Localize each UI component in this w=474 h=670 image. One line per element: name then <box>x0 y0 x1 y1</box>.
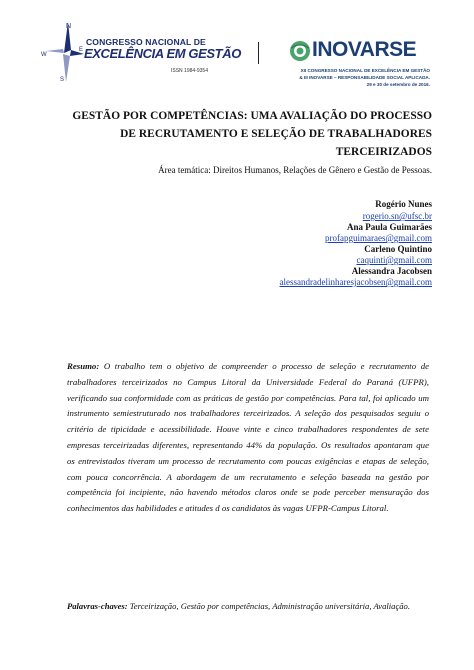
page-header <box>0 0 474 100</box>
author-name: Carleno Quintino <box>364 244 432 254</box>
emblem-letter-w: W <box>41 52 47 58</box>
author-name: Alessandra Jacobsen <box>351 266 432 276</box>
issn-label: ISSN 1984-9354 <box>171 68 208 74</box>
abstract-line: competência foi incipiente, não havendo métodos claros onde se pode perceber mensuração dos <box>67 487 429 498</box>
inovarse-name: INOVARSE <box>312 38 417 61</box>
abstract-label: Resumo: <box>67 361 100 371</box>
inovarse-event-date: 29 e 30 de setembro de 2016. <box>366 82 430 87</box>
abstract-line: empresas terceirizadas diferentes, representando 44% da população. Os resultados apontaram que <box>67 439 429 450</box>
author-name: Rogério Nunes <box>375 199 432 209</box>
inovarse-globe-icon <box>289 40 311 62</box>
abstract-line: com pouca concorrência. A abordagem de um recrutamento e seleção baseada na gestão por <box>67 471 429 482</box>
paper-title-line2: DE RECRUTAMENTO E SELEÇÃO DE TRABALHADORES <box>120 128 432 140</box>
emblem-letter-e: E <box>79 47 84 53</box>
author-email-link[interactable]: profapguimaraes@gmail.com <box>324 233 432 243</box>
abstract-line: instrumento semiestruturado nos trabalhadores terceirizados. A seleção dos pesquisados seguiu o <box>67 408 429 419</box>
keywords <box>67 601 437 611</box>
author-email-link[interactable]: rogerio.sn@ufsc.br <box>362 211 432 221</box>
emblem-letter-s: S <box>60 77 65 83</box>
abstract-line <box>67 359 429 375</box>
paper-title-line3: TERCEIRIZADOS <box>335 146 432 158</box>
congress-title-line1: CONGRESSO NACIONAL DE <box>86 37 206 47</box>
author-email-link[interactable]: caquinti@gmail.com <box>356 255 432 265</box>
congress-title-line2: EXCELÊNCIA EM GESTÃO <box>84 46 241 61</box>
abstract-line: critério de tipicidade e acessibilidade. Houve vinte e cinco trabalhadores respondentes de sete <box>67 424 429 435</box>
keywords-label: Palavras-chaves: <box>67 601 128 611</box>
header-divider <box>258 42 259 64</box>
abstract-line: verificando sua conformidade com as práticas de gestão por competências. Para tal, foi aplicado um <box>67 392 429 403</box>
inovarse-event-line1: XII CONGRESSO NACIONAL DE EXCELÊNCIA EM GESTÃO <box>300 68 430 73</box>
thematic-area: Área temática: Direitos Humanos, Relações de Gênero e Gestão de Pessoas. <box>158 165 432 175</box>
abstract <box>67 359 429 517</box>
abstract-line: conhecimentos das habilidades e atitudes d os candidatos às vagas UFPR-Campus Litoral. <box>67 503 389 514</box>
author-name: Ana Paula Guimarães <box>346 222 432 232</box>
abstract-line-text: O trabalho tem o objetivo de compreender o processo de seleção e recrutamento de <box>99 361 429 371</box>
inovarse-event-line2: & III INOVARSE – RESPONSABILIDADE SOCIAL APLICADA. <box>299 75 430 80</box>
author-email-link[interactable]: alessandradelinharesjacobsen@gmail.com <box>279 277 432 287</box>
paper-title-line1: GESTÃO POR COMPETÊNCIAS: UMA AVALIAÇÃO DO PROCESSO <box>72 110 432 122</box>
keywords-text: Terceirização, Gestão por competências, Administração universitária, Avaliação. <box>127 601 411 611</box>
abstract-line: os entrevistados tiveram um processo de recrutamento com poucas exigências e etapas de seleção, <box>67 455 429 466</box>
compass-emblem-icon <box>40 18 86 84</box>
emblem-letter-n: N <box>66 23 72 30</box>
abstract-line: trabalhadores terceirizados no Campus Litoral da Universidade Federal do Paraná (UFPR), <box>67 376 429 387</box>
